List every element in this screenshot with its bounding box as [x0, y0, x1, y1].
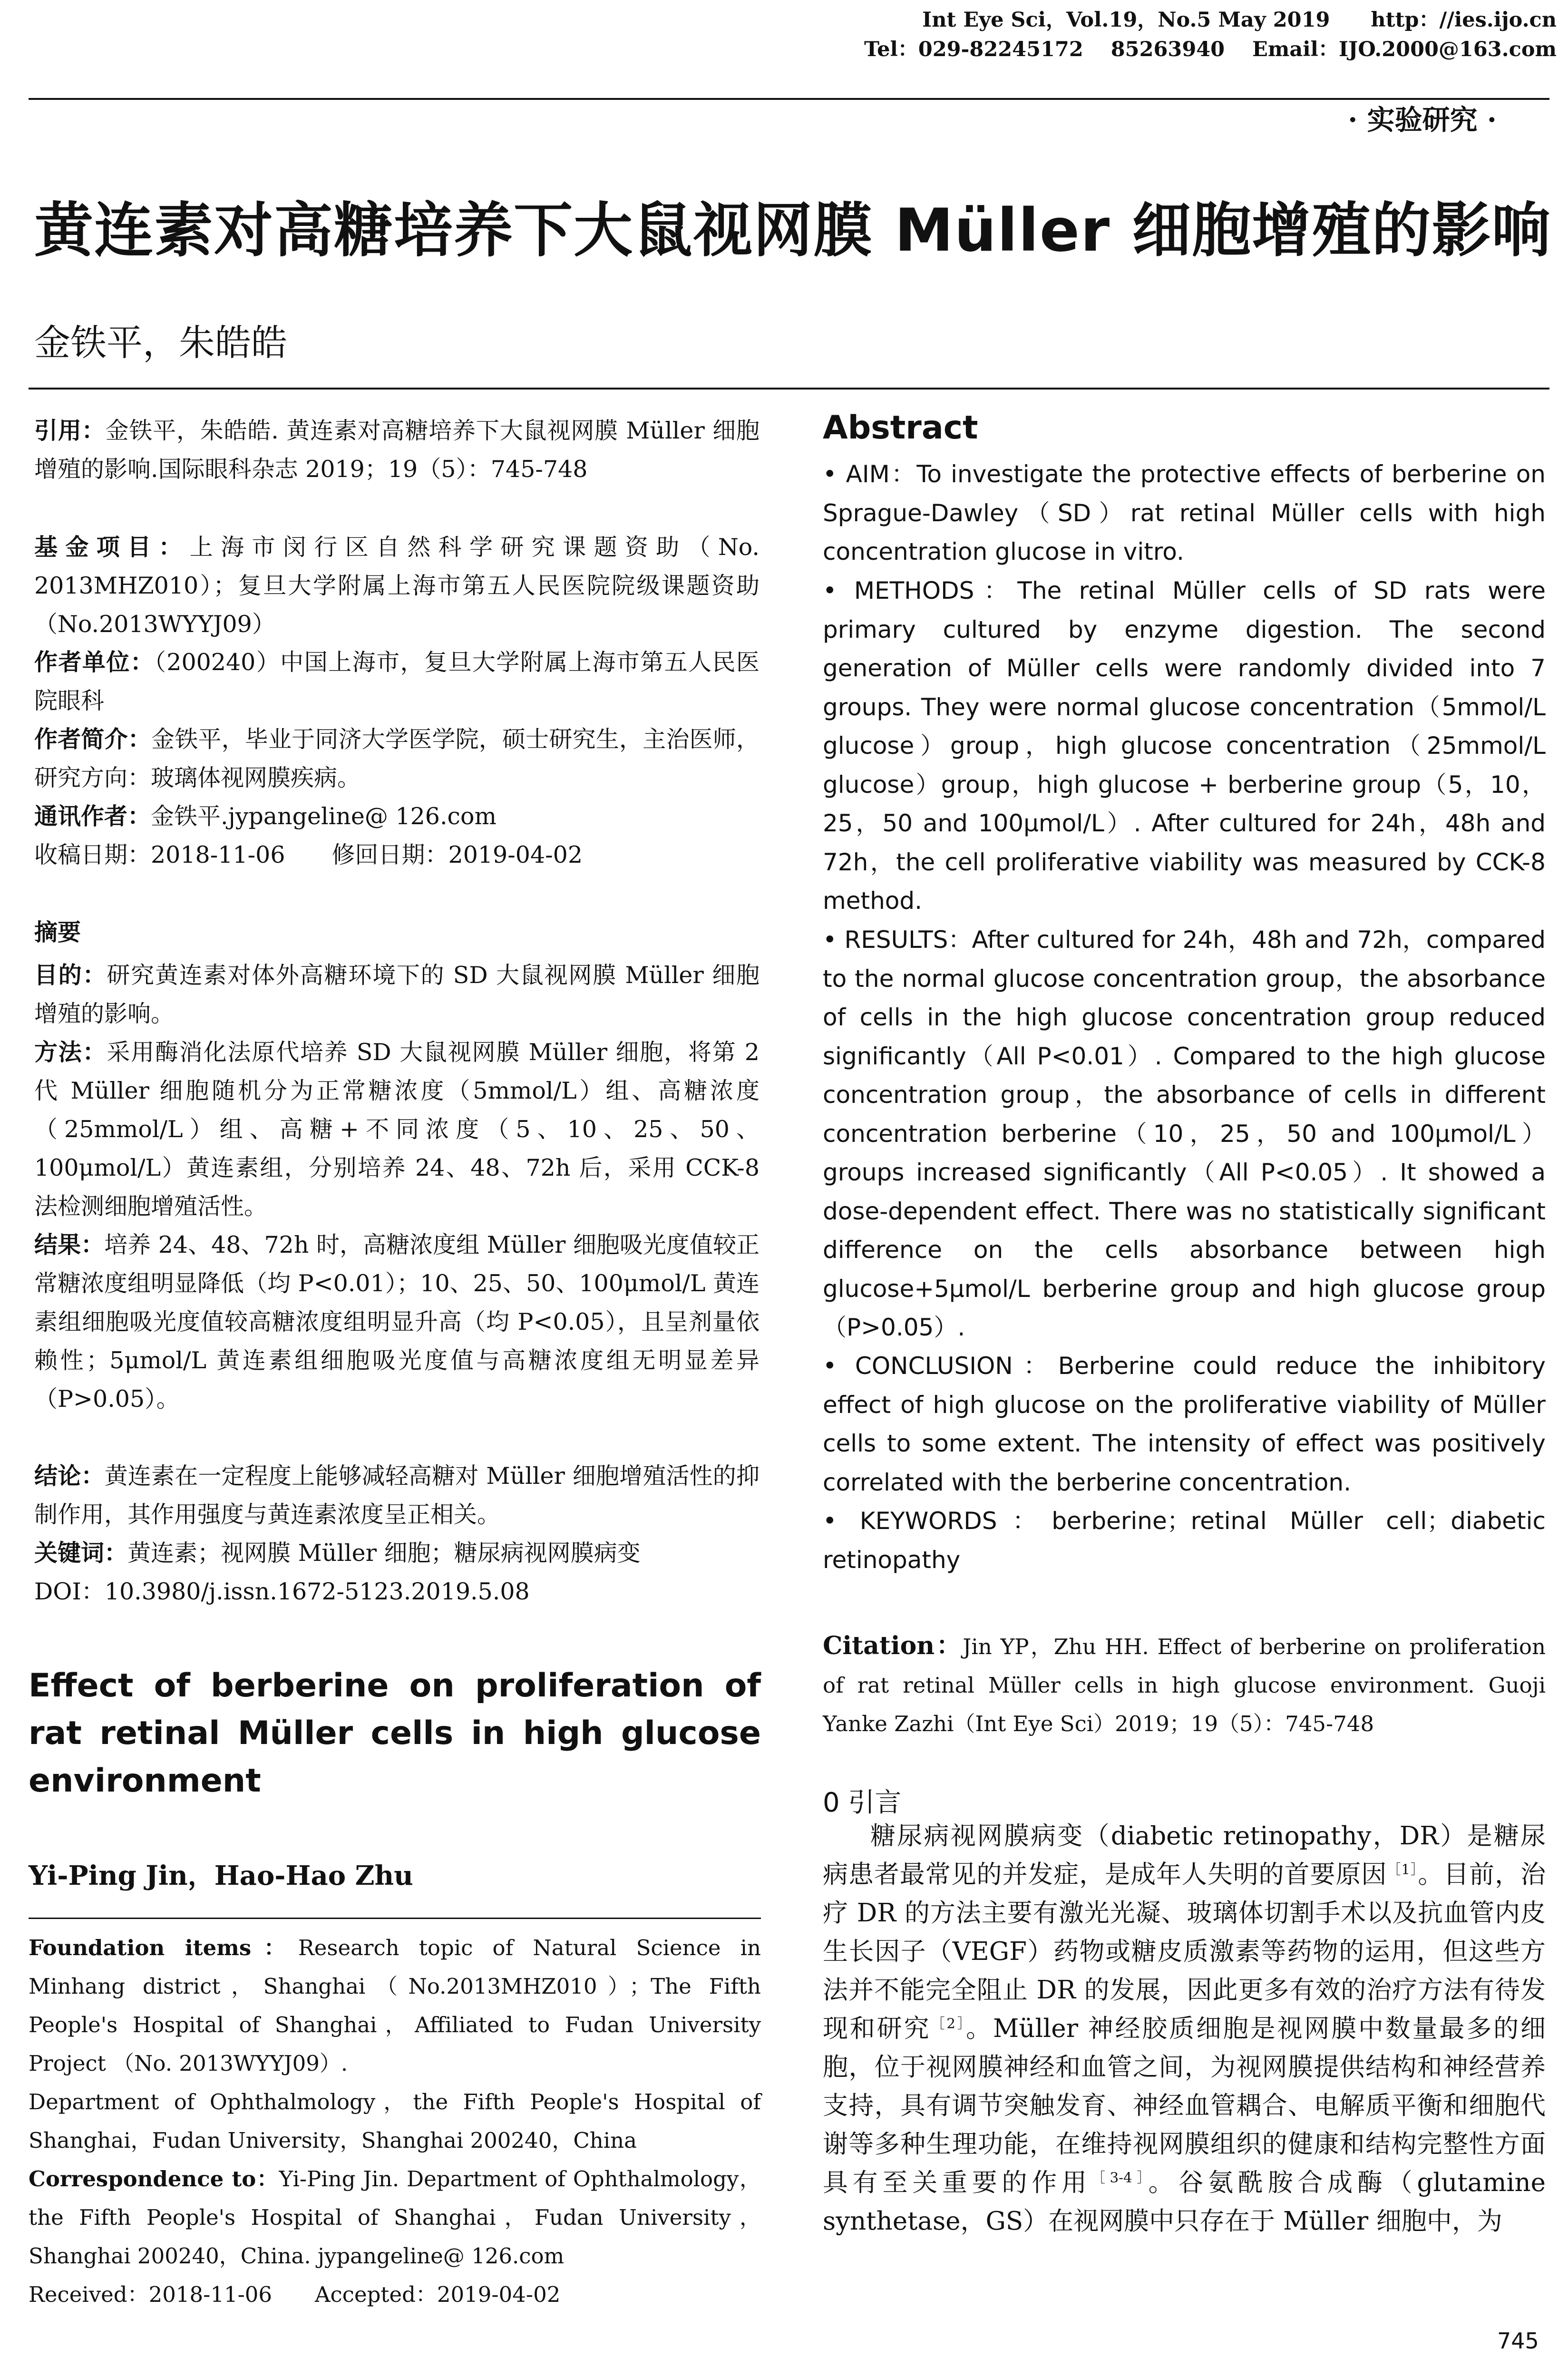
results-en-label: • RESULTS： — [823, 926, 972, 954]
result-zh — [34, 1226, 760, 1418]
fund-zh-text: 上海市闵行区自然科学研究课题资助（No. 2013MHZ010）；复旦大学附属上海市第五人民医院院级课题资助（No.2013WYYJ09） — [34, 534, 760, 638]
conclusion-zh-text: 黄连素在一定程度上能够减轻高糖对 Müller 细胞增殖活性的抑制作用，其作用强度与黄连素浓度呈正相关。 — [34, 1462, 760, 1528]
foundation-en-label: Foundation items： — [29, 1935, 298, 1960]
dates-zh: 收稿日期：2018-11-06 修回日期：2019-04-02 — [34, 841, 583, 868]
citation-en-label: Citation： — [823, 1631, 963, 1660]
authors-zh: 金铁平，朱皓皓 — [34, 321, 287, 364]
intro-text-3: 。Müller 神经胶质细胞是视网膜中数量最多的细胞，位于视网膜神经和血管之间，为视网膜提供结构和神经营养支持，具有调节突触发育、神经血管耦合、电解质平衡和细胞代谢等多种生理功能，在维持视网膜组织的健康和结构完整性方面具有至关重要的作用 — [823, 2014, 1546, 2197]
fund-zh — [34, 528, 760, 643]
methods-en-label: • METHODS： — [823, 577, 1018, 604]
result-zh-text: 培养 24、48、72h 时，高糖浓度组 Müller 细胞吸光度值较正常糖浓度组明显降低（均 P<0.01）；10、25、50、100μmol/L 黄连素组细胞吸光度值较高糖浓度组明显升高（均 P<0.05），且呈剂量依赖性；5μmol/L 黄连素组细胞吸光度值与高糖浓度组无明显差异（P>0.05）。 — [34, 1231, 760, 1413]
bio-zh-text: 金铁平，毕业于同济大学医学院，硕士研究生，主治医师，研究方向：玻璃体视网膜疾病。 — [34, 726, 760, 791]
method-zh-text: 采用酶消化法原代培养 SD 大鼠视网膜 Müller 细胞，将第 2 代 Müller 细胞随机分为正常糖浓度（5mmol/L）组、高糖浓度（25mmol/L）组、高糖+不同浓度（5、10、25、50、100μmol/L）黄连素组，分别培养 24、48、72h 后，采用 CCK-8 法检测细胞增殖活性。 — [34, 1039, 760, 1220]
keywords-zh — [34, 1534, 760, 1572]
aim-zh-text: 研究黄连素对体外高糖环境下的 SD 大鼠视网膜 Müller 细胞增殖的影响。 — [34, 962, 760, 1027]
footnote-rule — [29, 1918, 761, 1919]
citation-zh-text: 金铁平，朱皓皓. 黄连素对高糖培养下大鼠视网膜 Müller 细胞增殖的影响.国际眼科杂志 2019；19（5）：745-748 — [34, 417, 760, 483]
keywords-en — [823, 1502, 1546, 1579]
conclusion-zh-label: 结论： — [34, 1462, 105, 1490]
keywords-en-text: berberine；retinal Müller cell；diabetic retinopathy — [823, 1507, 1546, 1574]
intro-heading: 0 引言 — [823, 1787, 902, 1818]
authors-en: Yi-Ping Jin，Hao-Hao Zhu — [29, 1860, 413, 1891]
correspondence-en-text: Yi-Ping Jin. Department of Ophthalmology，the Fifth People's Hospital of Shanghai，Fudan University，Shanghai 200240，China. jypangeline@ 126.com — [29, 2166, 761, 2269]
ref-3-4: ［3-4］ — [1091, 2169, 1149, 2186]
keywords-zh-label: 关键词： — [34, 1539, 128, 1567]
intro-text-2: 。目前，治疗 DR 的方法主要有激光光凝、玻璃体切割手术以及抗血管内皮生长因子（VEGF）药物或糖皮质激素等药物的运用，但这些方法并不能完全阻止 DR 的发展，因此更多有效的治疗方法有待发现和研究 — [823, 1860, 1546, 2043]
bio-zh-label: 作者简介： — [34, 726, 151, 753]
method-zh — [34, 1033, 760, 1226]
methods-en-text: The retinal Müller cells of SD rats were primary cultured by enzyme digestion. The second generation of Müller cells were randomly divided into 7 groups. They were normal glucose concentration（5mmol/L glucose）group，high glucose concentration（25mmol/L glucose）group，high glucose + berberine group（5，10，25，50 and 100μmol/L）. After cultured for 24h，48h and 72h，the cell proliferative viability was measured by CCK-8 method. — [823, 577, 1546, 915]
title-rule — [29, 388, 1549, 390]
aim-zh — [34, 956, 760, 1033]
unit-zh-text: （200240）中国上海市，复旦大学附属上海市第五人民医院眼科 — [34, 649, 760, 714]
aim-en-label: • AIM： — [823, 460, 917, 488]
aim-zh-label: 目的： — [34, 962, 107, 989]
corr-zh-text: 金铁平.jypangeline@ 126.com — [151, 803, 497, 830]
conclusion-zh — [34, 1457, 760, 1534]
section-tag: · 实验研究 · — [1348, 104, 1497, 136]
article-title-en: Effect of berberine on proliferation of rat retinal Müller cells in high glucose environment — [29, 1667, 761, 1800]
result-zh-label: 结果： — [34, 1231, 105, 1258]
aim-en — [823, 455, 1546, 572]
conclusion-en-text: Berberine could reduce the inhibitory effect of high glucose on the proliferative viability of Müller cells to some extent. The intensity of effect was positively correlated with the berberine concentration. — [823, 1352, 1546, 1496]
journal-header-line2: Tel：029-82245172 85263940 Email：IJO.2000@163.com — [864, 38, 1557, 61]
foundation-en-text: Research topic of Natural Science in Minhang district，Shanghai（No.2013MHZ010）；The Fifth People's Hospital of Shanghai，Affiliated to Fudan University Project （No. 2013WYYJ09）. — [29, 1935, 761, 2076]
foundation-en — [29, 1929, 761, 2083]
corr-zh — [34, 797, 760, 836]
abstract-zh-heading: 摘要 — [34, 919, 81, 946]
correspondence-en — [29, 2160, 761, 2275]
citation-zh-label: 引用： — [34, 417, 106, 444]
unit-zh — [34, 643, 760, 720]
aim-en-text: To investigate the protective effects of berberine on Sprague-Dawley（SD）rat retinal Müller cells with high concentration glucose in vitro. — [823, 460, 1546, 565]
unit-zh-label: 作者单位： — [34, 649, 155, 676]
department-en: Department of Ophthalmology，the Fifth People's Hospital of Shanghai，Fudan University，Shanghai 200240，China — [29, 2089, 761, 2153]
intro-paragraph — [823, 1817, 1546, 2241]
abstract-en-heading: Abstract — [823, 409, 978, 447]
citation-zh — [34, 411, 760, 488]
ref-1: ［1］ — [1387, 1861, 1418, 1878]
citation-en — [823, 1627, 1546, 1743]
keywords-zh-text: 黄连素；视网膜 Müller 细胞；糖尿病视网膜病变 — [127, 1539, 641, 1567]
results-en — [823, 921, 1546, 1347]
fund-zh-label: 基金项目： — [34, 534, 190, 561]
method-zh-label: 方法： — [34, 1039, 107, 1066]
ref-2: ［2］ — [931, 2015, 966, 2032]
results-en-text: After cultured for 24h，48h and 72h，compared to the normal glucose concentration group，the absorbance of cells in the high glucose concentration group reduced significantly（All P<0.01）. Compared to the high glucose concentration group，the absorbance of cells in different concentration berberine（10，25，50 and 100μmol/L）groups increased significantly（All P<0.05）. It showed a dose-dependent effect. There was no statistically significant difference on the cells absorbance between high glucose+5μmol/L berberine group and high glucose group（P>0.05）. — [823, 926, 1546, 1341]
page-number: 745 — [1497, 2328, 1539, 2354]
intro-text-4: 。谷氨酰胺合成酶（glutamine synthetase，GS）在视网膜中只存在于 Müller 细胞中，为 — [823, 2168, 1546, 2236]
conclusion-en — [823, 1347, 1546, 1502]
intro-text-1: 糖尿病视网膜病变（diabetic retinopathy，DR）是糖尿病患者最常见的并发症，是成年人失明的首要原因 — [823, 1822, 1546, 1889]
article-title-zh: 黄连素对高糖培养下大鼠视网膜 Müller 细胞增殖的影响 — [34, 196, 1552, 265]
received-en: Received：2018-11-06 Accepted：2019-04-02 — [29, 2282, 561, 2307]
header-rule — [29, 98, 1549, 100]
keywords-en-label: • KEYWORDS： — [823, 1507, 1052, 1535]
corr-zh-label: 通讯作者： — [34, 803, 151, 830]
correspondence-en-label: Correspondence to： — [29, 2166, 279, 2192]
methods-en — [823, 572, 1546, 921]
citation-en-text: Jin YP，Zhu HH. Effect of berberine on proliferation of rat retinal Müller cells in high glucose environment. Guoji Yanke Zazhi（Int Eye Sci）2019；19（5）：745-748 — [823, 1634, 1546, 1736]
doi: DOI：10.3980/j.issn.1672-5123.2019.5.08 — [34, 1578, 530, 1605]
journal-header-line1: Int Eye Sci，Vol.19，No.5 May 2019 http：//ies.ijo.cn — [922, 8, 1557, 32]
conclusion-en-label: • CONCLUSION： — [823, 1352, 1058, 1380]
bio-zh — [34, 720, 760, 797]
